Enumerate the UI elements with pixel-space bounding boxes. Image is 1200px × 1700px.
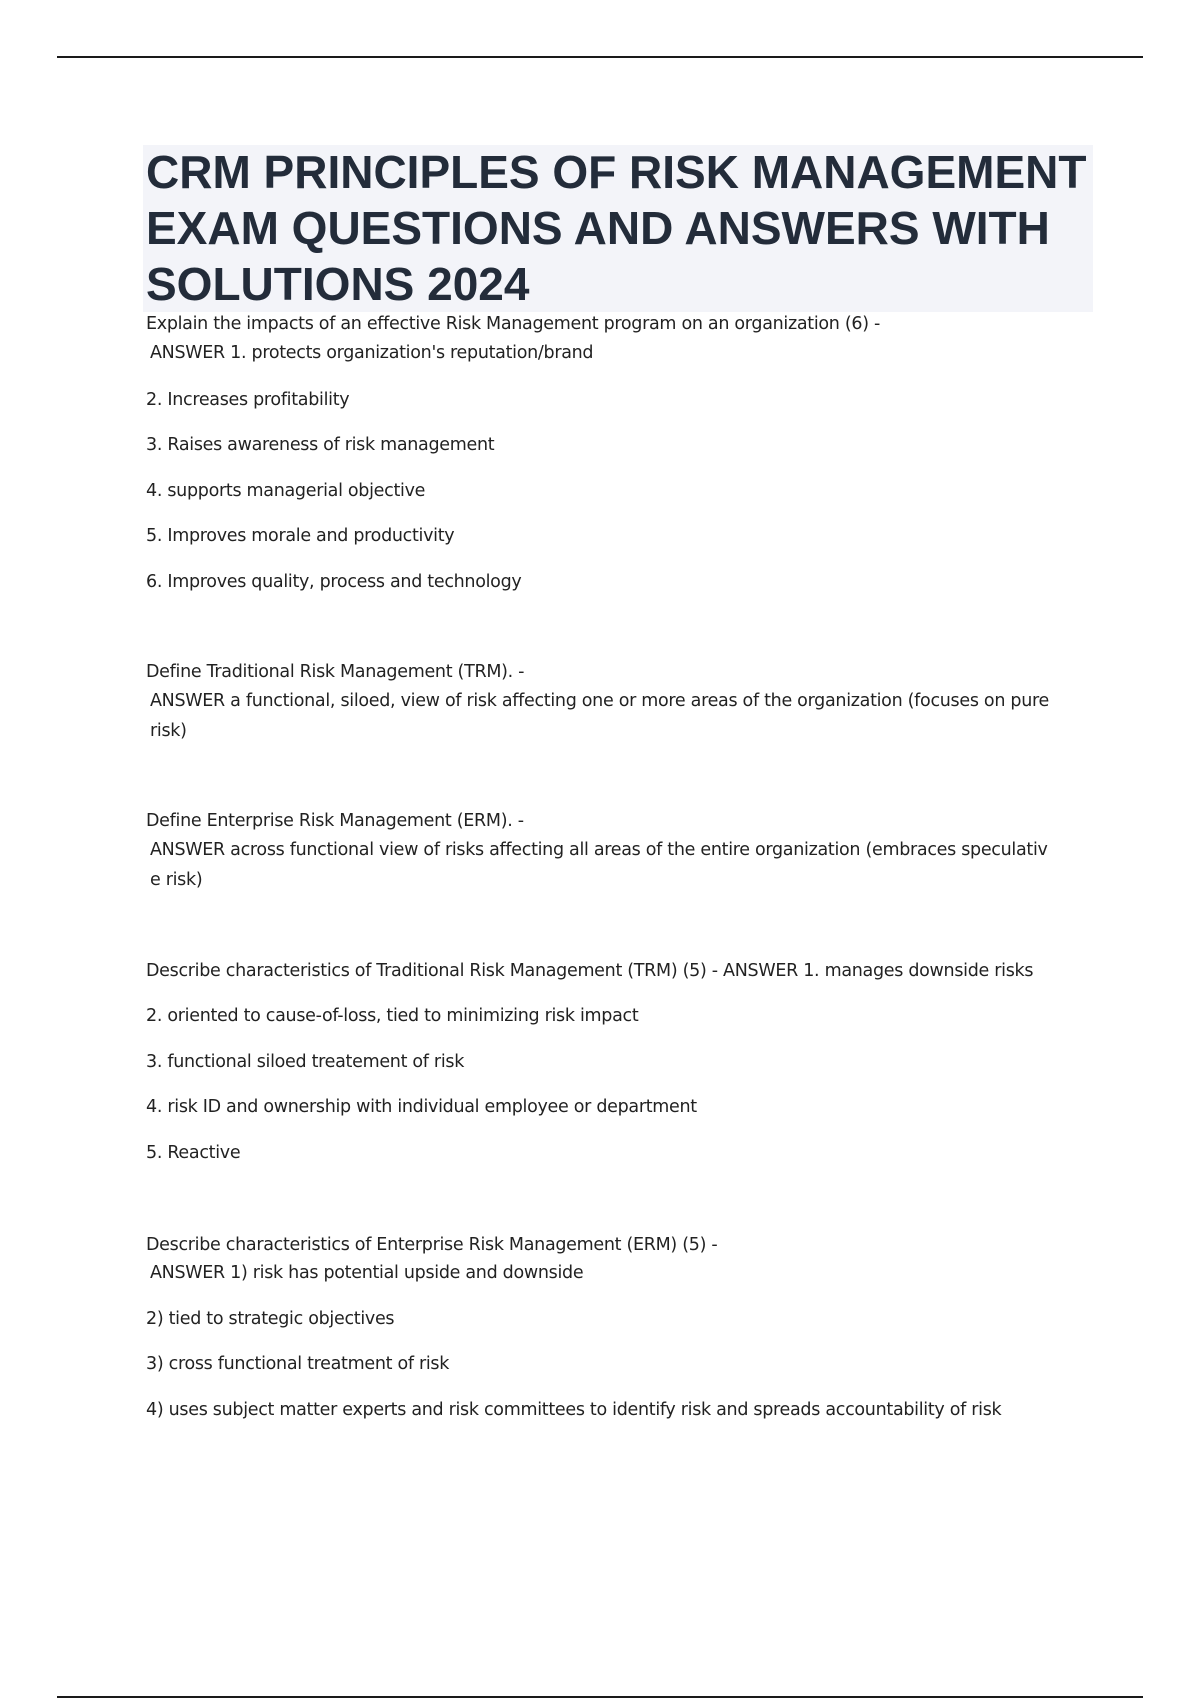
q3-answer-continued: e risk) (150, 870, 203, 890)
q3-answer: ANSWER across functional view of risks affecting all areas of the entire organization (embraces speculativ (150, 840, 1048, 860)
q5-question: Describe characteristics of Enterprise Risk Management (ERM) (5) - (146, 1235, 718, 1255)
q4-item: 4. risk ID and ownership with individual employee or department (146, 1097, 697, 1117)
q1-item: 2. Increases profitability (146, 390, 350, 410)
q1-item: 5. Improves morale and productivity (146, 526, 455, 546)
q1-answer: ANSWER 1. protects organization's reputation/brand (150, 343, 594, 363)
document-title: CRM PRINCIPLES OF RISK MANAGEMENT EXAM QUESTIONS AND ANSWERS WITH SOLUTIONS 2024 (146, 146, 1087, 310)
bottom-rule (57, 1696, 1143, 1698)
q5-item: 4) uses subject matter experts and risk committees to identify risk and spreads accountability of risk (146, 1400, 1002, 1420)
q4-item: 5. Reactive (146, 1143, 241, 1163)
q1-item: 3. Raises awareness of risk management (146, 435, 495, 455)
q5-item: 3) cross functional treatment of risk (146, 1354, 450, 1374)
q2-answer: ANSWER a functional, siloed, view of risk affecting one or more areas of the organization (focuses on pure (150, 691, 1049, 711)
top-rule (57, 56, 1143, 58)
q1-item: 4. supports managerial objective (146, 481, 426, 501)
q3-question: Define Enterprise Risk Management (ERM). - (146, 811, 524, 831)
q4-question: Describe characteristics of Traditional Risk Management (TRM) (5) - ANSWER 1. manages downside risks (146, 961, 1034, 981)
q2-answer-continued: risk) (150, 721, 187, 741)
q5-answer: ANSWER 1) risk has potential upside and downside (150, 1263, 584, 1283)
q4-item: 2. oriented to cause-of-loss, tied to minimizing risk impact (146, 1006, 639, 1026)
q4-item: 3. functional siloed treatement of risk (146, 1052, 465, 1072)
q5-item: 2) tied to strategic objectives (146, 1309, 395, 1329)
q1-question: Explain the impacts of an effective Risk Management program on an organization (6) - (146, 314, 881, 334)
q1-item: 6. Improves quality, process and technology (146, 572, 522, 592)
q2-question: Define Traditional Risk Management (TRM). - (146, 662, 525, 682)
